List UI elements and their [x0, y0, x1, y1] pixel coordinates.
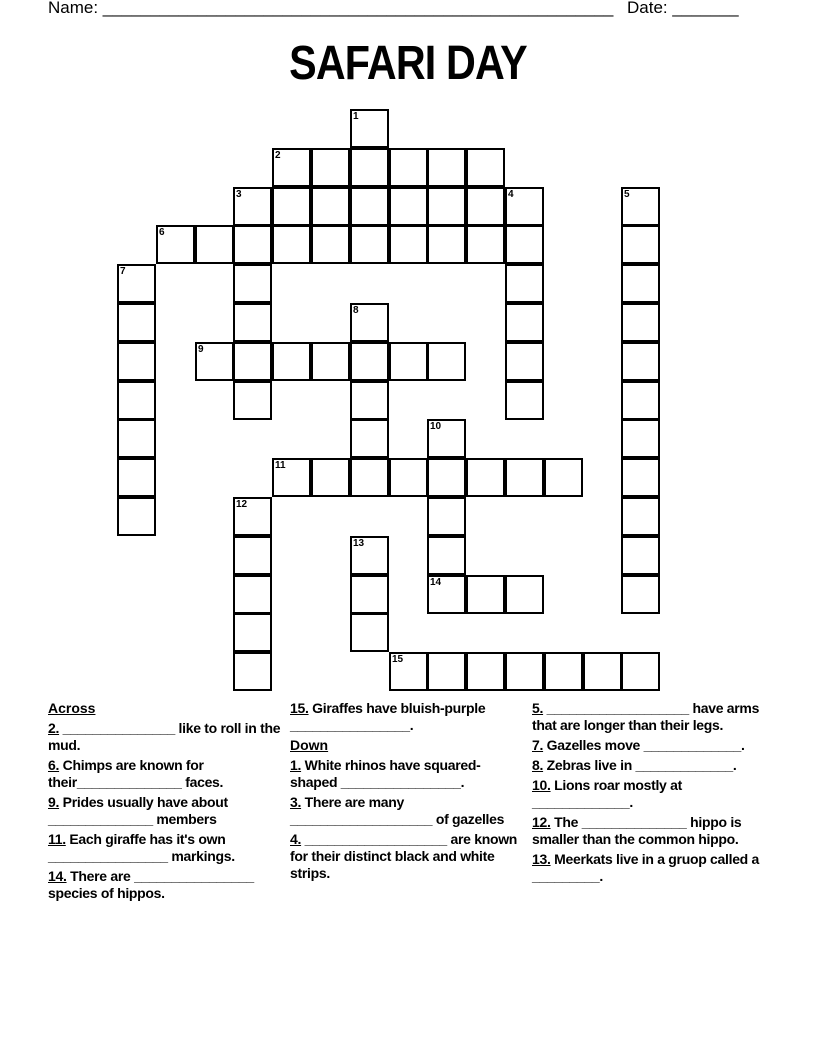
grid-cell[interactable]	[233, 342, 272, 381]
clue	[290, 700, 525, 734]
clue-text: Meerkats live in a gruop called a _________.	[532, 851, 763, 884]
grid-cell[interactable]	[466, 187, 505, 226]
grid-cell[interactable]	[621, 497, 660, 536]
grid-cell[interactable]	[621, 225, 660, 264]
cell-number: 3	[236, 189, 242, 200]
clue-number: 6.	[48, 757, 60, 773]
grid-cell[interactable]	[311, 225, 350, 264]
grid-cell[interactable]	[621, 342, 660, 381]
grid-cell[interactable]	[505, 575, 544, 614]
grid-cell[interactable]	[350, 148, 389, 187]
clue-text: Lions roar mostly at _____________.	[532, 777, 686, 810]
grid-cell[interactable]	[233, 536, 272, 575]
grid-cell[interactable]	[466, 148, 505, 187]
clue-number: 15.	[290, 700, 309, 716]
clue-number: 1.	[290, 757, 302, 773]
grid-cell[interactable]	[350, 613, 389, 652]
clue-number: 4.	[290, 831, 302, 847]
down-clue-list	[290, 757, 525, 882]
grid-cell[interactable]	[350, 575, 389, 614]
clue	[48, 757, 283, 791]
grid-cell[interactable]	[621, 381, 660, 420]
clue-text: Giraffes have bluish-purple ________________.	[290, 700, 489, 733]
grid-cell[interactable]	[233, 187, 272, 226]
clue	[532, 757, 762, 774]
across-clue-list	[48, 720, 283, 902]
grid-cell[interactable]	[272, 148, 311, 187]
clue	[48, 720, 283, 754]
grid-cell[interactable]	[621, 536, 660, 575]
cell-number: 15	[392, 654, 404, 665]
grid-cell[interactable]	[272, 342, 311, 381]
grid-cell[interactable]	[272, 225, 311, 264]
down-clue-list-continued	[532, 700, 762, 885]
clue	[532, 700, 762, 734]
grid-cell[interactable]	[311, 458, 350, 497]
grid-cell[interactable]	[389, 225, 428, 264]
clue	[48, 831, 283, 865]
grid-cell[interactable]	[350, 225, 389, 264]
grid-cell[interactable]	[272, 187, 311, 226]
grid-cell[interactable]	[389, 458, 428, 497]
grid-cell[interactable]	[505, 652, 544, 691]
cell-number: 2	[275, 150, 281, 161]
clue-text: _______________ like to roll in the mud.	[48, 720, 284, 753]
grid-cell[interactable]	[427, 148, 466, 187]
grid-cell[interactable]	[117, 458, 156, 497]
grid-cell[interactable]	[233, 497, 272, 536]
grid-cell[interactable]	[233, 264, 272, 303]
clue-number: 12.	[532, 814, 551, 830]
grid-cell[interactable]	[544, 458, 583, 497]
grid-cell[interactable]	[621, 264, 660, 303]
grid-cell[interactable]	[427, 225, 466, 264]
clue-number: 11.	[48, 831, 66, 847]
grid-cell[interactable]	[621, 303, 660, 342]
grid-cell[interactable]	[350, 109, 389, 148]
grid-cell[interactable]	[505, 342, 544, 381]
grid-cell[interactable]	[466, 652, 505, 691]
grid-cell[interactable]	[389, 652, 428, 691]
grid-cell[interactable]	[621, 419, 660, 458]
grid-cell[interactable]	[156, 225, 195, 264]
clue-number: 14.	[48, 868, 67, 884]
grid-cell[interactable]	[466, 458, 505, 497]
clue	[290, 831, 525, 882]
clue-number: 7.	[532, 737, 544, 753]
grid-cell[interactable]	[466, 575, 505, 614]
grid-cell[interactable]	[350, 303, 389, 342]
grid-cell[interactable]	[505, 303, 544, 342]
clue-text: Zebras live in _____________.	[543, 757, 737, 773]
name-field-line: Name: ______________________________________________________	[48, 0, 614, 17]
clue-text: ___________________ have arms that are longer than their legs.	[532, 700, 763, 733]
cell-number: 6	[159, 227, 165, 238]
grid-cell[interactable]	[544, 652, 583, 691]
grid-cell[interactable]	[389, 148, 428, 187]
clue-text: Chimps are known for their______________ faces.	[48, 757, 224, 790]
cell-number: 1	[353, 111, 359, 122]
clues-column-2	[290, 700, 525, 885]
grid-cell[interactable]	[117, 419, 156, 458]
grid-cell[interactable]	[505, 264, 544, 303]
grid-cell[interactable]	[117, 497, 156, 536]
date-field-line: Date: _______	[627, 0, 739, 17]
across-clue-list-continued	[290, 700, 525, 734]
grid-cell[interactable]	[427, 187, 466, 226]
clue-text: There are ________________ species of hippos.	[48, 868, 258, 901]
cell-number: 9	[198, 344, 204, 355]
grid-cell[interactable]	[389, 342, 428, 381]
grid-cell[interactable]	[466, 225, 505, 264]
grid-cell[interactable]	[311, 187, 350, 226]
grid-cell[interactable]	[233, 303, 272, 342]
grid-cell[interactable]	[427, 342, 466, 381]
cell-number: 5	[624, 189, 630, 200]
down-heading: Down	[290, 737, 329, 753]
clue	[532, 777, 762, 811]
clue	[532, 737, 762, 754]
grid-cell[interactable]	[350, 536, 389, 575]
cell-number: 11	[275, 460, 286, 471]
clue-text: There are many ___________________ of gazelles	[290, 794, 505, 827]
clue-number: 8.	[532, 757, 544, 773]
grid-cell[interactable]	[233, 575, 272, 614]
cell-number: 10	[430, 421, 442, 432]
grid-cell[interactable]	[117, 342, 156, 381]
across-heading: Across	[48, 700, 96, 716]
grid-cell[interactable]	[583, 652, 622, 691]
grid-cell[interactable]	[350, 187, 389, 226]
grid-cell[interactable]	[505, 381, 544, 420]
grid-cell[interactable]	[350, 381, 389, 420]
grid-cell[interactable]	[195, 225, 234, 264]
grid-cell[interactable]	[350, 419, 389, 458]
clue-number: 5.	[532, 700, 544, 716]
grid-cell[interactable]	[427, 652, 466, 691]
grid-cell[interactable]	[427, 575, 466, 614]
cell-number: 7	[120, 266, 126, 277]
grid-cell[interactable]	[272, 458, 311, 497]
grid-cell[interactable]	[117, 381, 156, 420]
clue	[290, 794, 525, 828]
clue-text: Gazelles move _____________.	[543, 737, 745, 753]
cell-number: 14	[430, 577, 442, 588]
grid-cell[interactable]	[621, 458, 660, 497]
grid-cell[interactable]	[195, 342, 234, 381]
clue-text: Each giraffe has it's own ________________ markings.	[48, 831, 235, 864]
grid-cell[interactable]	[350, 342, 389, 381]
grid-cell[interactable]	[233, 381, 272, 420]
grid-cell[interactable]	[621, 652, 660, 691]
clue-text: ___________________ are known for their distinct black and white strips.	[290, 831, 521, 881]
grid-cell[interactable]	[621, 575, 660, 614]
grid-cell[interactable]	[427, 497, 466, 536]
clues-column-3	[532, 700, 762, 888]
clue-text: The ______________ hippo is smaller than the common hippo.	[532, 814, 745, 847]
clue-number: 9.	[48, 794, 60, 810]
clue-text: White rhinos have squared-shaped ________________.	[290, 757, 481, 790]
clue	[532, 814, 762, 848]
clue-text: Prides usually have about ______________ members	[48, 794, 232, 827]
grid-cell[interactable]	[505, 225, 544, 264]
clue	[48, 868, 283, 902]
grid-cell[interactable]	[505, 187, 544, 226]
cell-number: 13	[353, 538, 365, 549]
clue-number: 10.	[532, 777, 551, 793]
grid-cell[interactable]	[427, 536, 466, 575]
grid-cell[interactable]	[117, 264, 156, 303]
cell-number: 4	[508, 189, 514, 200]
grid-cell[interactable]	[311, 148, 350, 187]
grid-cell[interactable]	[427, 458, 466, 497]
grid-cell[interactable]	[505, 458, 544, 497]
cell-number: 8	[353, 305, 359, 316]
clue	[532, 851, 762, 885]
grid-cell[interactable]	[233, 652, 272, 691]
clue	[290, 757, 525, 791]
grid-cell[interactable]	[311, 342, 350, 381]
clue-number: 13.	[532, 851, 551, 867]
grid-cell[interactable]	[427, 419, 466, 458]
page-title: SAFARI DAY	[289, 37, 527, 90]
grid-cell[interactable]	[389, 187, 428, 226]
grid-cell[interactable]	[621, 187, 660, 226]
grid-cell[interactable]	[350, 458, 389, 497]
clue-number: 2.	[48, 720, 60, 736]
grid-cell[interactable]	[117, 303, 156, 342]
clues-column-1	[48, 700, 283, 905]
grid-cell[interactable]	[233, 225, 272, 264]
cell-number: 12	[236, 499, 248, 510]
clue	[48, 794, 283, 828]
grid-cell[interactable]	[233, 613, 272, 652]
clue-number: 3.	[290, 794, 302, 810]
